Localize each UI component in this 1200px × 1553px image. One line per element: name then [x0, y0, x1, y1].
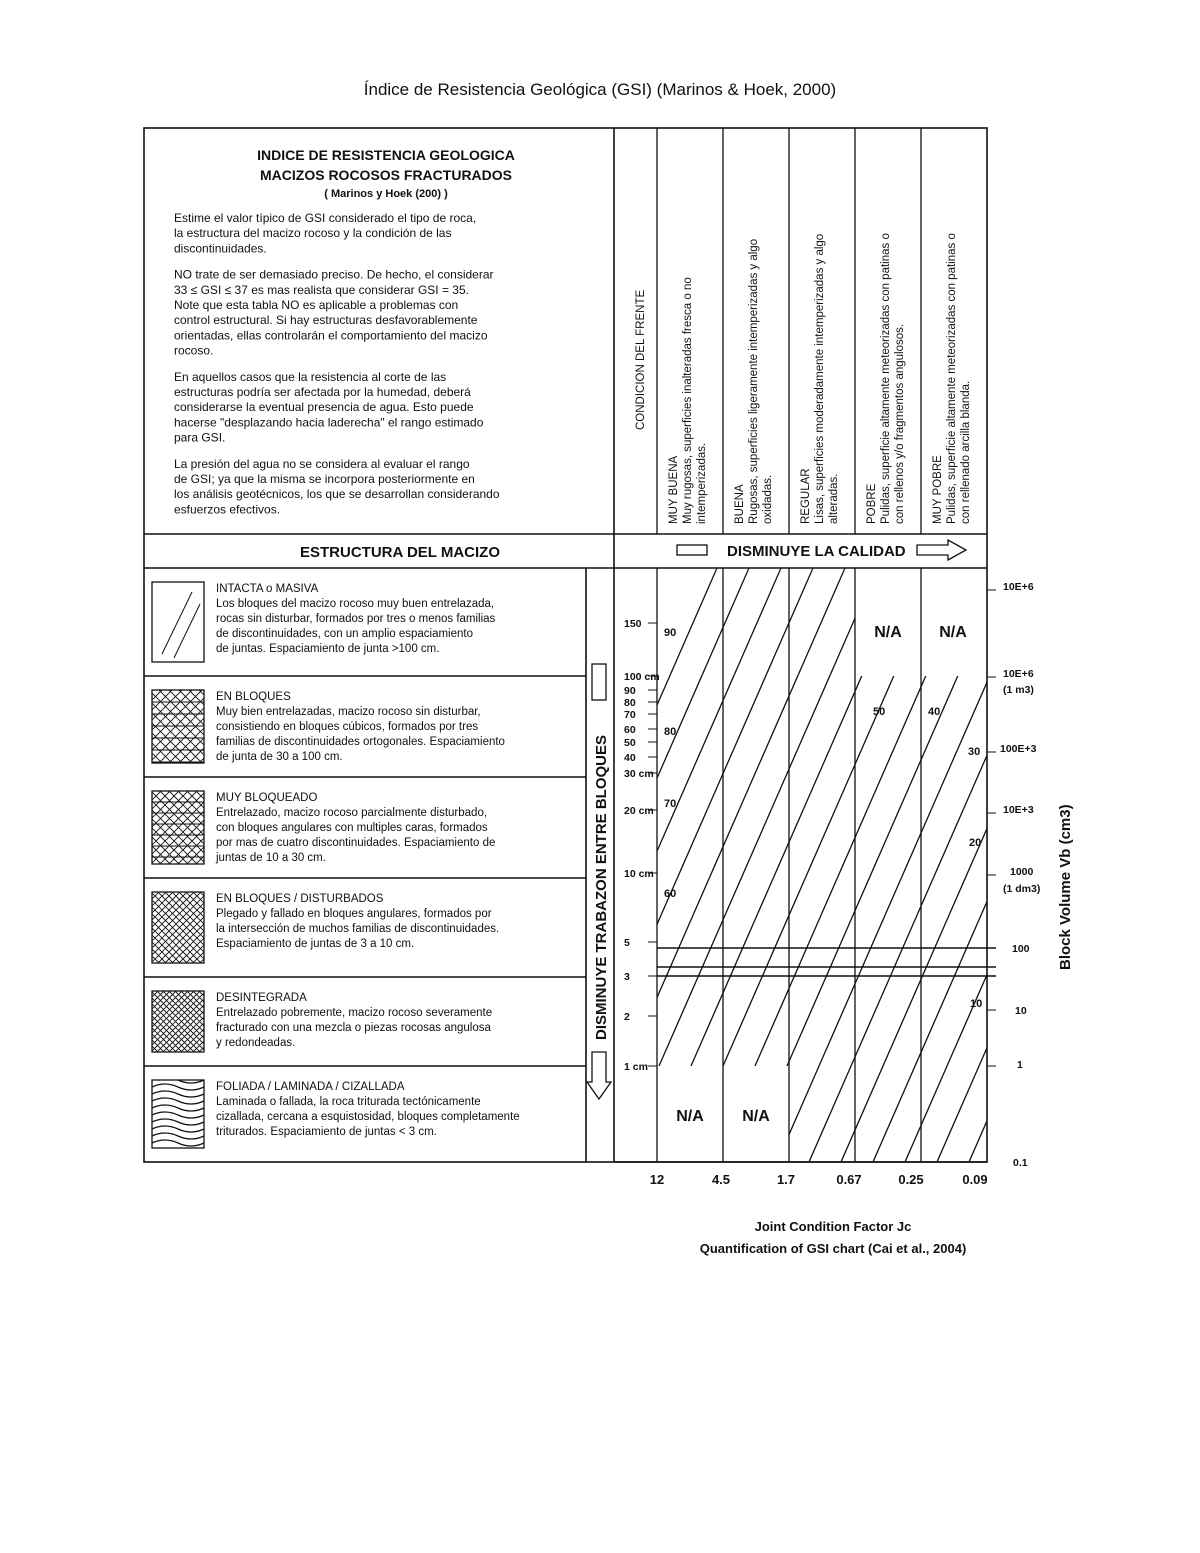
gsi-contour-line	[1097, 568, 1200, 1162]
condition-description: alteradas.	[828, 473, 840, 524]
left-tick-label: 60	[624, 724, 636, 736]
structure-description: triturados. Espaciamiento de juntas < 3 cm.	[216, 1126, 437, 1138]
gsi-contour-line	[969, 568, 1200, 1162]
left-tick-label: 150	[624, 618, 642, 630]
header-title-2: MACIZOS ROCOSOS FRACTURADOS	[260, 167, 512, 183]
header-paragraph-line: En aquellos casos que la resistencia al corte de las	[174, 369, 447, 384]
left-tick-label: 3	[624, 971, 630, 983]
interlock-arrow-label: DISMINUYE TRABAZON ENTRE BLOQUES	[593, 734, 610, 1040]
foliation-line	[152, 1140, 204, 1146]
condition-description: intemperizadas.	[696, 442, 708, 524]
gsi-value-label: 80	[664, 726, 677, 738]
structure-title: EN BLOQUES	[216, 691, 291, 703]
condition-title: MUY POBRE	[932, 455, 944, 524]
pattern-line	[91, 991, 152, 1052]
pattern-line	[88, 791, 161, 864]
header-paragraph-line: control estructural. Si hay estructuras desfavorablemente	[174, 313, 478, 328]
structure-description: juntas de 10 a 30 cm.	[216, 852, 326, 864]
right-tick-label: 1000	[1010, 866, 1034, 878]
x-tick-label: 4.5	[711, 1172, 731, 1187]
structure-description: Los bloques del macizo rocoso muy buen entrelazada,	[216, 598, 495, 610]
not-applicable-label: N/A	[742, 1108, 770, 1125]
header-paragraph-line: Note que esta tabla NO es aplicable a problemas con	[174, 298, 459, 312]
not-applicable-label: N/A	[874, 624, 902, 641]
condition-description: con rellenos y/o fragmentos angulosos.	[894, 323, 906, 524]
pattern-icon	[162, 592, 200, 658]
header-title-1: INDICE DE RESISTENCIA GEOLOGICA	[257, 147, 515, 163]
gsi-contour-line	[649, 568, 909, 1162]
structure-description: Plegado y fallado en bloques angulares, formados por	[216, 908, 492, 920]
pattern-line	[88, 791, 161, 864]
header-paragraph-line: Estime el valor típico de GSI considerado el tipo de roca,	[174, 211, 477, 225]
gsi-value-label: 30	[968, 746, 981, 758]
x-tick-label: 1.7	[776, 1172, 796, 1187]
pattern-line	[81, 892, 152, 963]
structure-description: con bloques angulares con multiples caras, formados	[216, 822, 488, 834]
condition-title: REGULAR	[800, 468, 812, 524]
gsi-diagonals	[457, 568, 1200, 1162]
quality-arrow-tail	[677, 545, 707, 555]
header-paragraph-line: 33 ≤ GSI ≤ 37 es mas realista que considerar GSI = 35.	[174, 282, 469, 297]
x-axis-label: Joint Condition Factor Jc	[754, 1219, 912, 1234]
right-tick-label: 10E+6	[1003, 581, 1034, 593]
right-tick-label: 10E+3	[1003, 804, 1034, 816]
structure-description: Laminada o fallada, la roca triturada tectónicamente	[216, 1096, 481, 1108]
gsi-value-label: 90	[664, 627, 677, 639]
interlock-arrow-tail	[592, 664, 606, 700]
gsi-contour-line	[713, 568, 973, 1162]
not-applicable-label: N/A	[676, 1108, 704, 1125]
right-tick-label: (1 m3)	[1003, 684, 1034, 696]
right-arrow-icon	[917, 540, 966, 560]
structure-description: Entrelazado, macizo rocoso parcialmente disturbado,	[216, 807, 488, 819]
structure-title: FOLIADA / LAMINADA / CIZALLADA	[216, 1081, 405, 1093]
pattern-line	[88, 892, 159, 963]
structure-description: fracturado con una mezcla o piezas rocosas angulosa	[216, 1022, 491, 1034]
down-arrow-icon	[587, 1052, 611, 1099]
foliation-line	[152, 1098, 204, 1104]
right-tick-label: 10E+6	[1003, 668, 1034, 680]
pattern-line	[79, 690, 152, 763]
condition-description: Lisas, superficies moderadamente intemperizadas y algo	[814, 233, 826, 524]
gsi-value-label: 70	[664, 798, 677, 810]
pattern-line	[88, 892, 159, 963]
fracture-line	[174, 604, 200, 658]
structure-description: la intersección de muchos familias de discontinuidades.	[216, 923, 500, 935]
gsi-contour-line	[489, 568, 749, 1162]
gsi-contour-line	[1193, 568, 1200, 1162]
structure-heading: ESTRUCTURA DEL MACIZO	[300, 544, 500, 561]
header-paragraph-line: estructuras podría ser afectada por la humedad, deberá	[174, 385, 471, 399]
pattern-line	[97, 991, 158, 1052]
structure-title: MUY BLOQUEADO	[216, 792, 318, 804]
structure-description: de junta de 30 a 100 cm.	[216, 751, 343, 763]
left-tick-label: 2	[624, 1011, 630, 1023]
pattern-line	[79, 791, 152, 864]
left-tick-label: 40	[624, 752, 636, 764]
structure-description: cizallada, cercana a esquistosidad, bloques completamente	[216, 1111, 520, 1123]
right-tick-label: 1	[1017, 1059, 1023, 1071]
structure-description: consistiendo en bloques cúbicos, formados por tres	[216, 721, 479, 733]
quality-arrow-label: DISMINUYE LA CALIDAD	[727, 543, 906, 560]
x-tick-label: 0.67	[836, 1172, 862, 1187]
right-tick-label: (1 dm3)	[1003, 883, 1041, 895]
pattern-line	[89, 690, 162, 763]
foliation-line	[152, 1084, 204, 1090]
structure-description: rocas sin disturbar, formados por tres o menos familias	[216, 613, 496, 625]
left-tick-label: 70	[624, 709, 636, 721]
x-tick-label: 12	[649, 1172, 665, 1187]
condition-description: oxidadas.	[762, 474, 774, 524]
header-paragraph-line: para GSI.	[174, 430, 226, 445]
condition-title: BUENA	[734, 484, 746, 524]
gsi-value-label: 20	[969, 837, 982, 849]
gsi-value-label: 10	[970, 998, 983, 1010]
pattern-line	[79, 791, 152, 864]
structure-title: EN BLOQUES / DISTURBADOS	[216, 893, 384, 905]
gsi-value-label: 40	[928, 706, 941, 718]
header-paragraph-line: hacerse "desplazando hacia laderecha" el rango estimado	[174, 415, 484, 430]
left-tick-label: 90	[624, 685, 636, 697]
gsi-contour-line	[1129, 568, 1200, 1162]
header-paragraph-line: orientadas, ellas controlarán el comportamiento del macizo	[174, 328, 488, 343]
structure-description: Espaciamiento de juntas de 3 a 10 cm.	[216, 938, 415, 950]
header-paragraph-line: La presión del agua no se considera al evaluar el rango	[174, 456, 470, 471]
fracture-line	[162, 592, 192, 654]
right-tick-label: 100	[1012, 943, 1030, 955]
document-title: Índice de Resistencia Geológica (GSI) (Marinos & Hoek, 2000)	[363, 80, 837, 99]
structure-description: Muy bien entrelazadas, macizo rocoso sin disturbar,	[216, 706, 481, 718]
structure-title: INTACTA o MASIVA	[216, 583, 319, 595]
structure-description: Entrelazado pobremente, macizo rocoso severamente	[216, 1007, 493, 1019]
structure-description: de juntas. Espaciamiento de junta >100 cm.	[216, 643, 440, 655]
gsi-contour-line	[809, 568, 1069, 1162]
gsi-contour-line	[1001, 568, 1200, 1162]
header-paragraph-line: NO trate de ser demasiado preciso. De hecho, el considerar	[174, 267, 494, 282]
condition-heading: CONDICION DEL FRENTE	[635, 289, 647, 430]
not-applicable-label: N/A	[939, 624, 967, 641]
foliation-line	[152, 1112, 204, 1118]
right-tick-label: 0.1	[1013, 1157, 1028, 1169]
pattern-line	[79, 690, 152, 763]
gsi-contour-line	[1161, 568, 1200, 1162]
left-tick-label: 1 cm	[624, 1061, 648, 1073]
structure-description: de discontinuidades, con un amplio espaciamiento	[216, 628, 473, 640]
pattern-line	[81, 892, 152, 963]
condition-description: con rellenado arcilla blanda.	[960, 380, 972, 524]
condition-title: MUY BUENA	[668, 455, 680, 524]
left-tick-label: 80	[624, 697, 636, 709]
header-paragraph-line: esfuerzos efectivos.	[174, 502, 281, 517]
header-paragraph-line: la estructura del macizo rocoso y la condición de las	[174, 226, 452, 241]
header-paragraph-line: considerarse la eventual presencia de agua. Esto puede	[174, 400, 474, 415]
gsi-contour-line	[745, 568, 1005, 1162]
structure-description: por mas de cuatro discontinuidades. Espaciamiento de	[216, 837, 496, 849]
gsi-contour-line	[681, 568, 941, 1162]
gsi-contour-line	[617, 568, 877, 1162]
gsi-value-label: 60	[664, 888, 677, 900]
right-tick-label: 10	[1015, 1005, 1027, 1017]
foliation-line	[152, 1119, 204, 1125]
condition-description: Pulidas, superficie altamente meteorizadas con patinas o	[880, 233, 892, 524]
header-paragraph-line: de GSI; ya que la misma se incorpora posteriormente en	[174, 472, 475, 486]
left-tick-label: 100 cm	[624, 671, 660, 683]
foliation-line	[152, 1105, 204, 1111]
header-paragraph-line: rocoso.	[174, 343, 214, 358]
pattern-line	[89, 690, 162, 763]
header-paragraph-line: discontinuidades.	[174, 241, 267, 256]
left-tick-label: 20 cm	[624, 805, 654, 817]
left-tick-label: 5	[624, 937, 630, 949]
condition-description: Pulidas, superficie altamente meteorizadas con patinas o	[946, 233, 958, 524]
header-paragraph-line: los análisis geotécnicos, los que se desarrollan considerando	[174, 487, 500, 502]
structure-description: y redondeadas.	[216, 1037, 296, 1049]
gsi-value-label: 50	[873, 706, 886, 718]
condition-title: POBRE	[866, 483, 878, 524]
gsi-contour-line	[777, 568, 1037, 1162]
left-tick-label: 10 cm	[624, 868, 654, 880]
foliation-line	[152, 1126, 204, 1132]
pattern-line	[97, 991, 158, 1052]
gsi-contour-line	[457, 568, 717, 1162]
pattern-icon	[152, 1077, 204, 1146]
left-tick-label: 30 cm	[624, 768, 654, 780]
header-authors: ( Marinos y Hoek (200) )	[324, 188, 448, 200]
gsi-contour-line	[521, 568, 781, 1162]
right-tick-label: 100E+3	[1000, 743, 1037, 755]
x-tick-label: 0.09	[962, 1172, 988, 1187]
x-tick-label: 0.25	[898, 1172, 924, 1187]
foliation-line	[152, 1133, 204, 1139]
chart-source: Quantification of GSI chart (Cai et al., 2004)	[699, 1241, 967, 1256]
structure-title: DESINTEGRADA	[216, 992, 307, 1004]
gsi-contour-line	[873, 568, 1133, 1162]
gsi-contour-line	[1065, 568, 1200, 1162]
condition-description: Muy rugosas, superficies inalteradas fresca o no	[682, 277, 694, 524]
y-axis-label: Block Volume Vb (cm3)	[1057, 804, 1074, 970]
structure-description: familias de discontinuidades ortogonales. Espaciamiento	[216, 736, 505, 748]
left-tick-label: 50	[624, 737, 636, 749]
gsi-contour-line	[905, 568, 1165, 1162]
foliation-line	[152, 1091, 204, 1097]
condition-description: Rugosas, superficies ligeramente intemperizadas y algo	[748, 238, 760, 524]
structure-pattern-icon	[152, 1080, 204, 1148]
pattern-line	[91, 991, 152, 1052]
